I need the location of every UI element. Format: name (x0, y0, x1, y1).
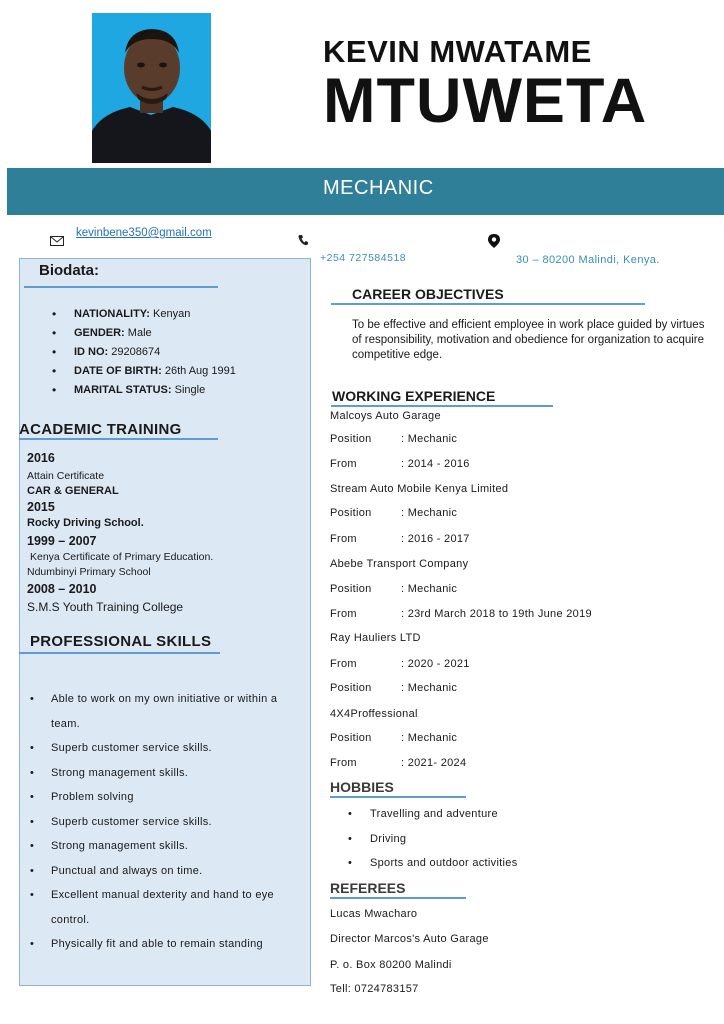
skill-item: • Problem solving (30, 785, 300, 810)
biodata-label: GENDER: (74, 327, 125, 339)
job-position: : Mechanic (401, 583, 458, 595)
referee-address: P. o. Box 80200 Malindi (330, 959, 452, 971)
academic-line: Ndumbinyi Primary School (27, 566, 151, 578)
job-position: : Mechanic (401, 682, 458, 694)
job-company: Stream Auto Mobile Kenya Limited (330, 483, 509, 495)
biodata-rule (24, 286, 218, 288)
skill-item: • Physically fit and able to remain standing (30, 932, 300, 957)
biodata-label: MARITAL STATUS: (74, 384, 172, 396)
academic-year: 2016 (27, 451, 55, 465)
job-from: : 2016 - 2017 (401, 533, 470, 545)
hobbies-heading: HOBBIES (330, 779, 394, 795)
hobbies-rule (330, 796, 466, 798)
job-title: MECHANIC (323, 177, 434, 199)
phone-number: +254 727584518 (320, 252, 407, 264)
career-text: To be effective and efficient employee in work place guided by virtues of responsibility, motivation and obedience for organization to acquire competitive edge. (352, 319, 705, 361)
academic-line: CAR & GENERAL (27, 485, 119, 497)
skill-item: • Strong management skills. (30, 761, 300, 786)
academic-line: S.M.S Youth Training College (27, 600, 184, 614)
from-label: From (330, 608, 357, 620)
biodata-label: NATIONALITY: (74, 308, 150, 320)
job-position: : Mechanic (401, 732, 458, 744)
hobby-item: • Driving (348, 827, 518, 852)
skills-heading: PROFESSIONAL SKILLS (30, 633, 212, 650)
job-company: Ray Hauliers LTD (330, 632, 421, 644)
position-label: Position (330, 433, 372, 445)
referee-phone: Tell: 0724783157 (330, 983, 419, 995)
job-company: Malcoys Auto Garage (330, 410, 441, 422)
referees-rule (330, 897, 466, 899)
profile-photo (92, 13, 211, 163)
referee-title: Director Marcos's Auto Garage (330, 933, 489, 945)
from-label: From (330, 458, 357, 470)
academic-line: Rocky Driving School. (27, 517, 144, 529)
job-from: : 2021- 2024 (401, 757, 467, 769)
email-link[interactable]: kevinbene350@gmail.com (76, 227, 212, 239)
hobby-item: • Travelling and adventure (348, 802, 518, 827)
biodata-list (52, 308, 236, 403)
from-label: From (330, 658, 357, 670)
biodata-value: 26th Aug 1991 (164, 365, 236, 377)
academic-year: 2015 (27, 500, 55, 514)
biodata-value: 29208674 (111, 346, 161, 358)
skills-list (30, 687, 300, 957)
phone-icon (298, 234, 308, 249)
work-heading: WORKING EXPERIENCE (332, 388, 496, 404)
position-label: Position (330, 507, 372, 519)
job-position: : Mechanic (401, 507, 458, 519)
skill-item: • Able to work on my own initiative or within a team. (30, 687, 300, 736)
career-heading: CAREER OBJECTIVES (352, 286, 504, 302)
surname: MTUWETA (323, 66, 648, 136)
skills-rule (19, 652, 220, 654)
biodata-item (52, 384, 236, 403)
academic-line: Attain Certificate (27, 470, 105, 482)
skill-item: • Excellent manual dexterity and hand to eye control. (30, 883, 300, 932)
skill-item: • Superb customer service skills. (30, 810, 300, 835)
biodata-item (52, 346, 236, 365)
biodata-heading: Biodata: (39, 262, 99, 279)
biodata-value: Male (127, 327, 152, 339)
biodata-value: Single (174, 384, 206, 396)
from-label: From (330, 757, 357, 769)
academic-year: 2008 – 2010 (27, 582, 97, 596)
work-rule (331, 405, 553, 407)
job-from: : 2014 - 2016 (401, 458, 470, 470)
hobbies-list (348, 802, 518, 876)
skill-item: • Strong management skills. (30, 834, 300, 859)
job-position: : Mechanic (401, 433, 458, 445)
map-pin-icon (488, 234, 500, 248)
biodata-label: DATE OF BIRTH: (74, 365, 162, 377)
first-names: KEVIN MWATAME (323, 34, 592, 69)
address: 30 – 80200 Malindi, Kenya. (516, 254, 660, 266)
position-label: Position (330, 682, 372, 694)
biodata-item (52, 365, 236, 384)
academic-year: 1999 – 2007 (27, 534, 97, 548)
job-company: Abebe Transport Company (330, 558, 469, 570)
academic-heading: ACADEMIC TRAINING (19, 421, 182, 438)
biodata-item (52, 308, 236, 327)
career-rule (331, 303, 645, 305)
hobby-item: • Sports and outdoor activities (348, 851, 518, 876)
biodata-label: ID NO: (74, 346, 109, 358)
job-from: : 2020 - 2021 (401, 658, 470, 670)
biodata-value: Kenyan (153, 308, 191, 320)
academic-line: Kenya Certificate of Primary Education. (30, 551, 214, 563)
position-label: Position (330, 732, 372, 744)
skill-item: • Punctual and always on time. (30, 859, 300, 884)
position-label: Position (330, 583, 372, 595)
from-label: From (330, 533, 357, 545)
job-from: : 23rd March 2018 to 19th June 2019 (401, 608, 592, 620)
biodata-item (52, 327, 236, 346)
referee-name: Lucas Mwacharo (330, 908, 418, 920)
skill-item: • Superb customer service skills. (30, 736, 300, 761)
academic-rule (19, 438, 218, 440)
envelope-icon (50, 233, 64, 243)
job-company: 4X4Proffessional (330, 708, 418, 720)
referees-heading: REFEREES (330, 880, 406, 896)
